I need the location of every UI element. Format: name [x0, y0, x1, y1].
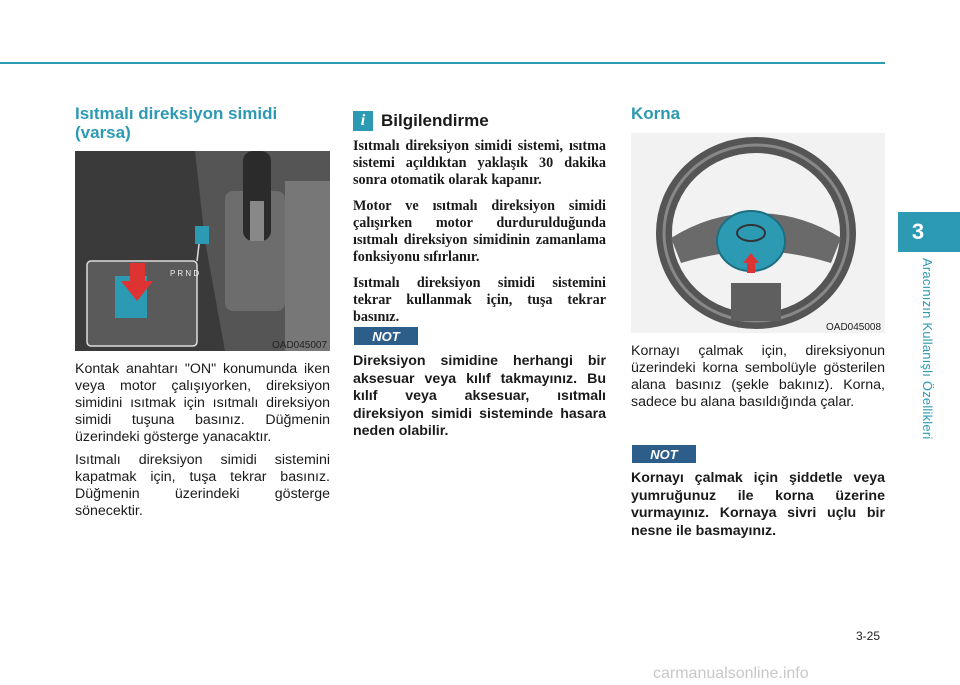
- image-caption-left: OAD045007: [272, 340, 328, 351]
- info-heading: [353, 111, 489, 131]
- info-paragraph-1: Isıtmalı direksiyon simidi sistemi, ısıtma sistemi açıldıktan yaklaşık 30 dakika sonra otomatik olarak kapanır.: [353, 138, 606, 188]
- chapter-number: 3: [911, 219, 925, 244]
- right-paragraph-1: Kornayı çalmak için, direksiyonun üzerindeki korna sembolüyle gösterilen alana basınız (şekle bakınız). Korna, sadece bu alana basıldığında çalar.: [631, 343, 885, 410]
- not-badge-middle: NOT: [354, 327, 418, 345]
- chapter-title: Aracınızın Kullanışlı Özellikleri: [920, 258, 935, 440]
- middle-not-text: Direksiyon simidine herhangi bir aksesuar veya kılıf takmayınız. Bu kılıf veya aksesuar, ısıtmalı direksiyon simidi sisteminde hasara neden olabilir.: [353, 353, 606, 439]
- gear-console-image: [75, 151, 330, 351]
- info-icon: i: [353, 111, 373, 131]
- info-title: Bilgilendirme: [381, 111, 489, 130]
- left-paragraph-1: Kontak anahtarı "ON" konumunda iken veya motor çalışıyorken, direksiyon simidini ısıtmak için ısıtmalı direksiyon simidi tuşuna basınız. Düğmenin üzerindeki gösterge yanacaktır.: [75, 361, 330, 445]
- header-rule: [0, 62, 885, 64]
- section-heading-horn: Korna: [631, 104, 681, 123]
- page-number: 3-25: [856, 629, 881, 643]
- gear-letters: P R N D: [170, 269, 200, 278]
- not-badge-right: NOT: [632, 445, 696, 463]
- info-paragraph-3: Isıtmalı direksiyon simidi sistemini tekrar kullanmak için, tuşa tekrar basınız.: [353, 275, 606, 325]
- watermark: carmanualsonline.info: [653, 665, 809, 682]
- image-caption-right: OAD045008: [826, 322, 882, 333]
- right-not-text: Kornayı çalmak için şiddetle veya yumruğunuz ile korna üzerine vurmayınız. Kornaya sivri uçlu bir nesne ile basmayınız.: [631, 470, 885, 539]
- section-heading-heated-wheel: Isıtmalı direksiyon simidi (varsa): [75, 104, 278, 142]
- info-paragraph-2: Motor ve ısıtmalı direksiyon simidi çalışırken motor durdurulduğunda ısıtmalı direksiyon simidinin zamanlama fonksiyonu sıfırlanır.: [353, 198, 606, 265]
- steering-wheel-image: [631, 133, 885, 333]
- left-paragraph-2: Isıtmalı direksiyon simidi sistemini kapatmak için, tuşa tekrar basınız. Düğmenin üzerindeki gösterge sönecektir.: [75, 452, 330, 519]
